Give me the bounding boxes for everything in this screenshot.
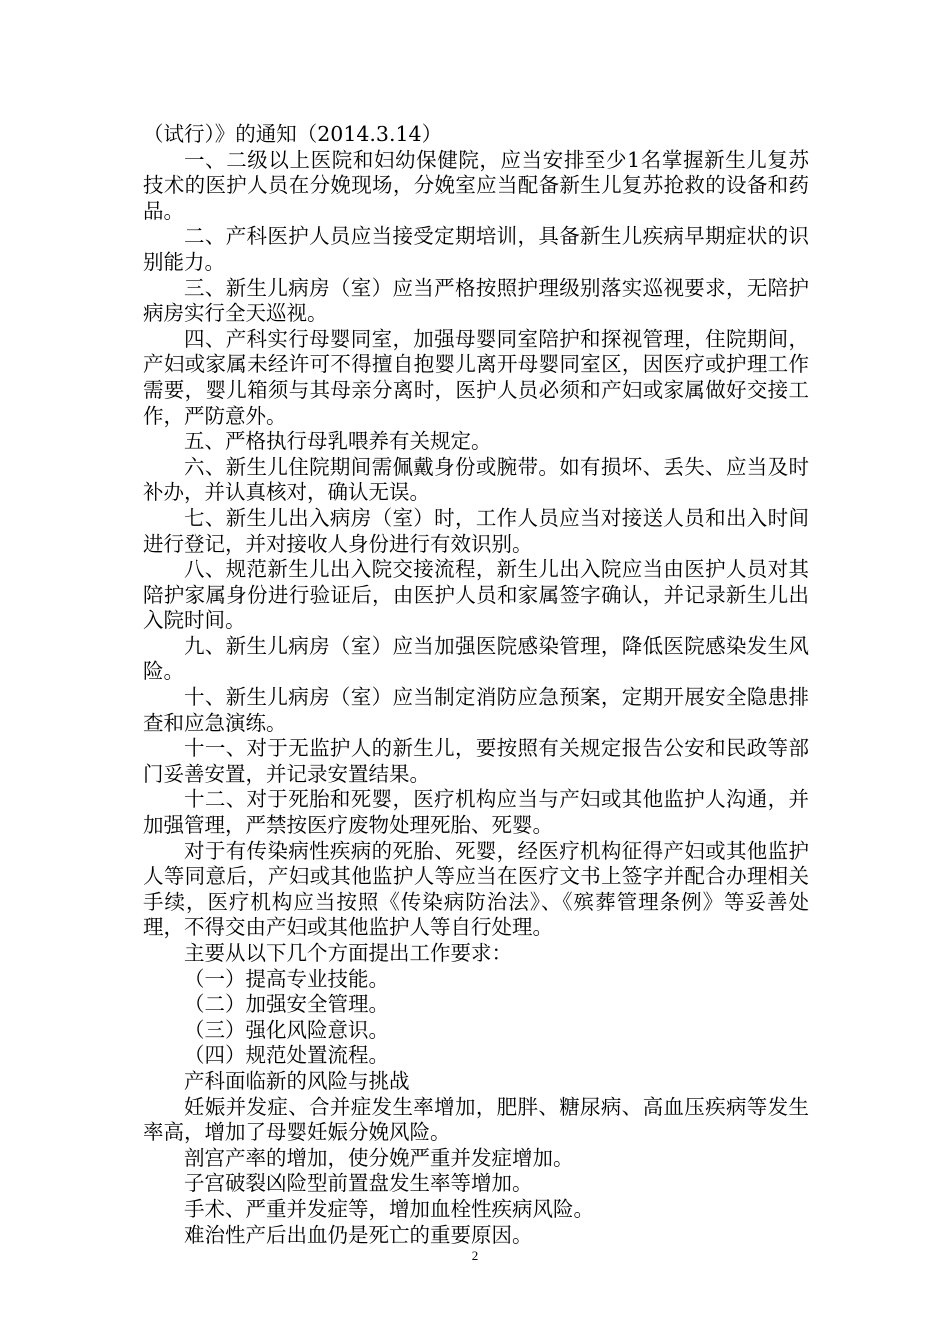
paragraph-item-10: 十、新生儿病房（室）应当制定消防应急预案，定期开展安全隐患排查和应急演练。 xyxy=(143,685,809,735)
paragraph-requirement-3: （三）强化风险意识。 xyxy=(184,1017,389,1042)
paragraph-risk-2: 剖宫产率的增加，使分娩严重并发症增加。 xyxy=(184,1145,574,1170)
paragraph-item-6: 六、新生儿住院期间需佩戴身份或腕带。如有损坏、丢失、应当及时补办，并认真核对，确认无误。 xyxy=(143,454,809,505)
paragraph-item-4: 四、产科实行母婴同室，加强母婴同室陪护和探视管理，住院期间，产妇或家属未经许可不得擅自抱婴儿离开母婴同室区，因医疗或护理工作需要，婴儿箱须与其母亲分离时，医护人员必须和产妇或家属做好交接工作，严防意外。 xyxy=(143,326,809,428)
paragraph-item-1: 一、二级以上医院和妇幼保健院，应当安排至少1名掌握新生儿复苏技术的医护人员在分娩现场，分娩室应当配备新生儿复苏抢救的设备和药品。 xyxy=(143,147,809,223)
paragraph-heading-continuation: （试行）》的通知（2014.3.14） xyxy=(143,122,443,146)
paragraph-risk-5: 难治性产后出血仍是死亡的重要原因。 xyxy=(184,1222,533,1247)
paragraph-risk-heading: 产科面临新的风险与挑战 xyxy=(184,1068,410,1093)
document-body xyxy=(143,122,809,1248)
paragraph-item-5: 五、严格执行母乳喂养有关规定。 xyxy=(184,429,492,454)
paragraph-item-11: 十一、对于无监护人的新生儿，要按照有关规定报告公安和民政等部门妥善安置，并记录安置结果。 xyxy=(143,736,809,786)
paragraph-risk-1: 妊娠并发症、合并症发生率增加，肥胖、糖尿病、高血压疾病等发生率高，增加了母婴妊娠分娩风险。 xyxy=(143,1094,809,1145)
paragraph-item-2: 二、产科医护人员应当接受定期培训，具备新生儿疾病早期症状的识别能力。 xyxy=(143,224,809,274)
paragraph-requirements-intro: 主要从以下几个方面提出工作要求： xyxy=(184,941,512,965)
paragraph-requirement-4: （四）规范处置流程。 xyxy=(184,1043,389,1068)
paragraph-item-7: 七、新生儿出入病房（室）时，工作人员应当对接送人员和出入时间进行登记，并对接收人身份进行有效识别。 xyxy=(143,505,809,556)
paragraph-requirement-1: （一）提高专业技能。 xyxy=(184,966,389,991)
paragraph-item-3: 三、新生儿病房（室）应当严格按照护理级别落实巡视要求，无陪护病房实行全天巡视。 xyxy=(143,275,809,326)
page-number: 2 xyxy=(471,1248,479,1263)
paragraph-infectious: 对于有传染病性疾病的死胎、死婴，经医疗机构征得产妇或其他监护人等同意后，产妇或其他监护人等应当在医疗文书上签字并配合办理相关手续，医疗机构应当按照《传染病防治法》、《殡葬管理条例》等妥善处理，不得交由产妇或其他监护人等自行处理。 xyxy=(143,838,809,940)
paragraph-item-8: 八、规范新生儿出入院交接流程，新生儿出入院应当由医护人员对其陪护家属身份进行验证后，由医护人员和家属签字确认，并记录新生儿出入院时间。 xyxy=(143,557,809,633)
paragraph-risk-3: 子宫破裂凶险型前置盘发生率等增加。 xyxy=(184,1171,533,1196)
paragraph-item-12: 十二、对于死胎和死婴，医疗机构应当与产妇或其他监护人沟通，并加强管理，严禁按医疗废物处理死胎、死婴。 xyxy=(143,787,809,838)
paragraph-item-9: 九、新生儿病房（室）应当加强医院感染管理，降低医院感染发生风险。 xyxy=(143,633,809,684)
paragraph-requirement-2: （二）加强安全管理。 xyxy=(184,992,389,1017)
paragraph-risk-4: 手术、严重并发症等，增加血栓性疾病风险。 xyxy=(184,1196,594,1221)
